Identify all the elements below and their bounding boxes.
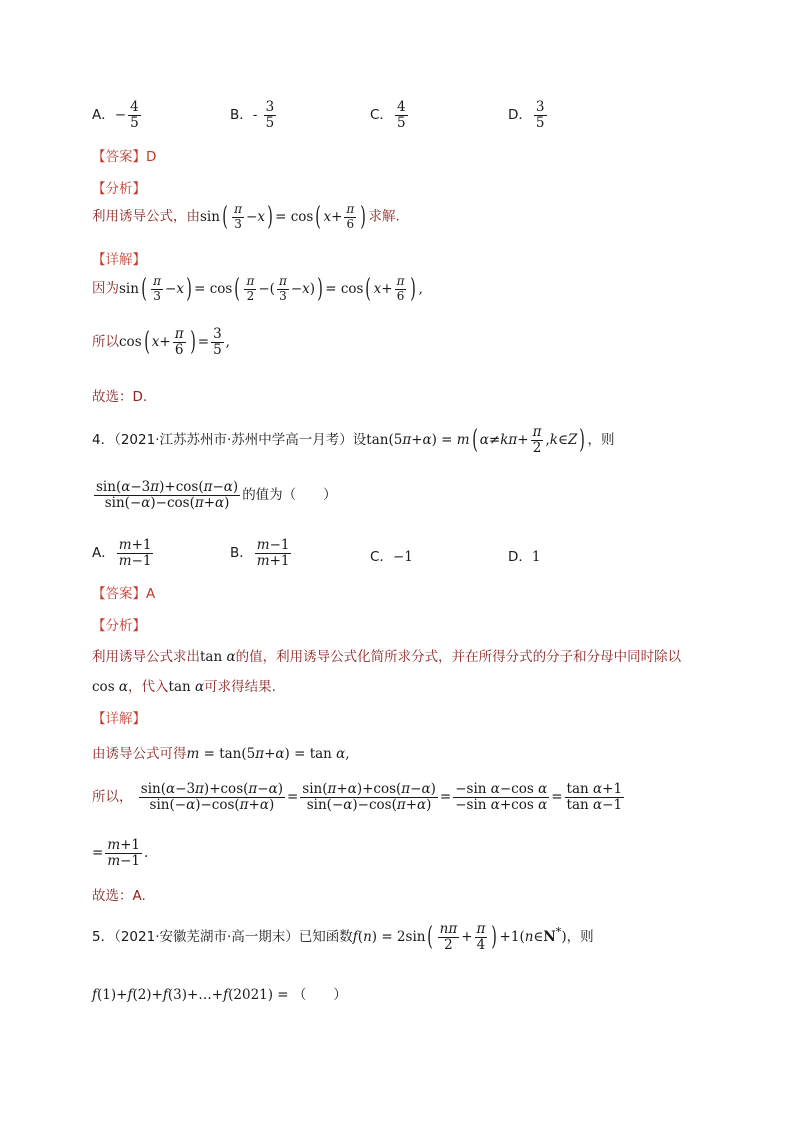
q4-option-c: C．−1: [370, 549, 413, 565]
detail-line-1: 因为sin( $\frac{\pi}{3}$ −x) = cos( $\frac{\pi}{2}$ −( $\frac{\pi}{3}$ −x)) = cos( x+ $\frac{\pi}{6}$ ) ,: [92, 274, 423, 304]
answer-line: 【答案】D: [92, 149, 157, 165]
option-c: C． $\frac{4}{5}$: [370, 99, 406, 131]
q4-header: 4．（2021·江苏苏州市·苏州中学高一月考）设tan(5π+α) = m( α≠kπ+ $\frac{\pi}{2}$ ,k∈Z) ，则: [92, 424, 615, 456]
q4-analysis-label: 【分析】: [92, 618, 146, 634]
q5-sum: f(1)+f(2)+f(3)+…+f(2021) = （ ）: [92, 987, 347, 1003]
detail-label: 【详解】: [92, 252, 146, 268]
q5-header: 5．（2021·安徽芜湖市·高一期末）已知函数f(n) = 2sin( $\frac{n\pi}{2}$ + $\frac{\pi}{4}$ ) +1(n∈N*)，则: [92, 921, 594, 953]
q4-expression: $\frac{\sin(\alpha-3\pi)+\cos(\pi-\alpha)}{\sin(-\alpha)-\cos(\pi+\alpha)}$ 的值为（ ）: [96, 479, 337, 511]
analysis-label: 【分析】: [92, 181, 146, 197]
q4-analysis-line-1: 利用诱导公式求出tan α的值，利用诱导公式化简所求分式，并在所得分式的分子和分母中同时除以: [92, 649, 682, 665]
option-a: A．− $\frac{4}{5}$: [92, 99, 139, 131]
q4-detail-line-2: 所以， $\frac{\sin(\alpha-3\pi)+\cos(\pi-\alpha)}{\sin(-\alpha)-\cos(\pi+\alpha)}$ = $\frac{\sin(\pi+\alpha)+\cos(\pi-\alpha)}{\sin(-\alpha)-\cos(\pi+\alpha)}$ = $\frac{\text{−sin α−cos α}}{\text{−sin α+cos α}}$ = $\frac{\text{tan α+1}}{\text{tan α−1}}$: [92, 781, 623, 813]
q4-option-d: D．1: [508, 549, 541, 565]
choose-line: 故选：D.: [92, 389, 148, 405]
q4-detail-line-3: = $\frac{m+1}{m-1}$ .: [92, 837, 149, 869]
option-d: D． $\frac{3}{5}$: [508, 99, 545, 131]
q4-choose-line: 故选：A.: [92, 888, 146, 904]
option-b: B．- $\frac{3}{5}$: [230, 99, 275, 131]
detail-line-2: 所以cos( x+ $\frac{\pi}{6}$ ) = $\frac{3}{5}$ ,: [92, 326, 230, 358]
q4-option-b: B． $\frac{m-1}{m+1}$: [230, 537, 290, 569]
q4-detail-line-1: 由诱导公式可得m = tan(5π+α) = tan α,: [92, 746, 350, 762]
analysis-text: 利用诱导公式，由sin( $\frac{\pi}{3}$ −x) = cos( x+ $\frac{\pi}{6}$ ) 求解.: [92, 202, 400, 232]
q4-analysis-line-2: cos α，代入tan α可求得结果.: [92, 679, 276, 695]
q4-option-a: A． $\frac{m+1}{m-1}$: [92, 537, 152, 569]
q4-detail-label: 【详解】: [92, 711, 146, 727]
q4-answer-line: 【答案】A: [92, 586, 156, 602]
